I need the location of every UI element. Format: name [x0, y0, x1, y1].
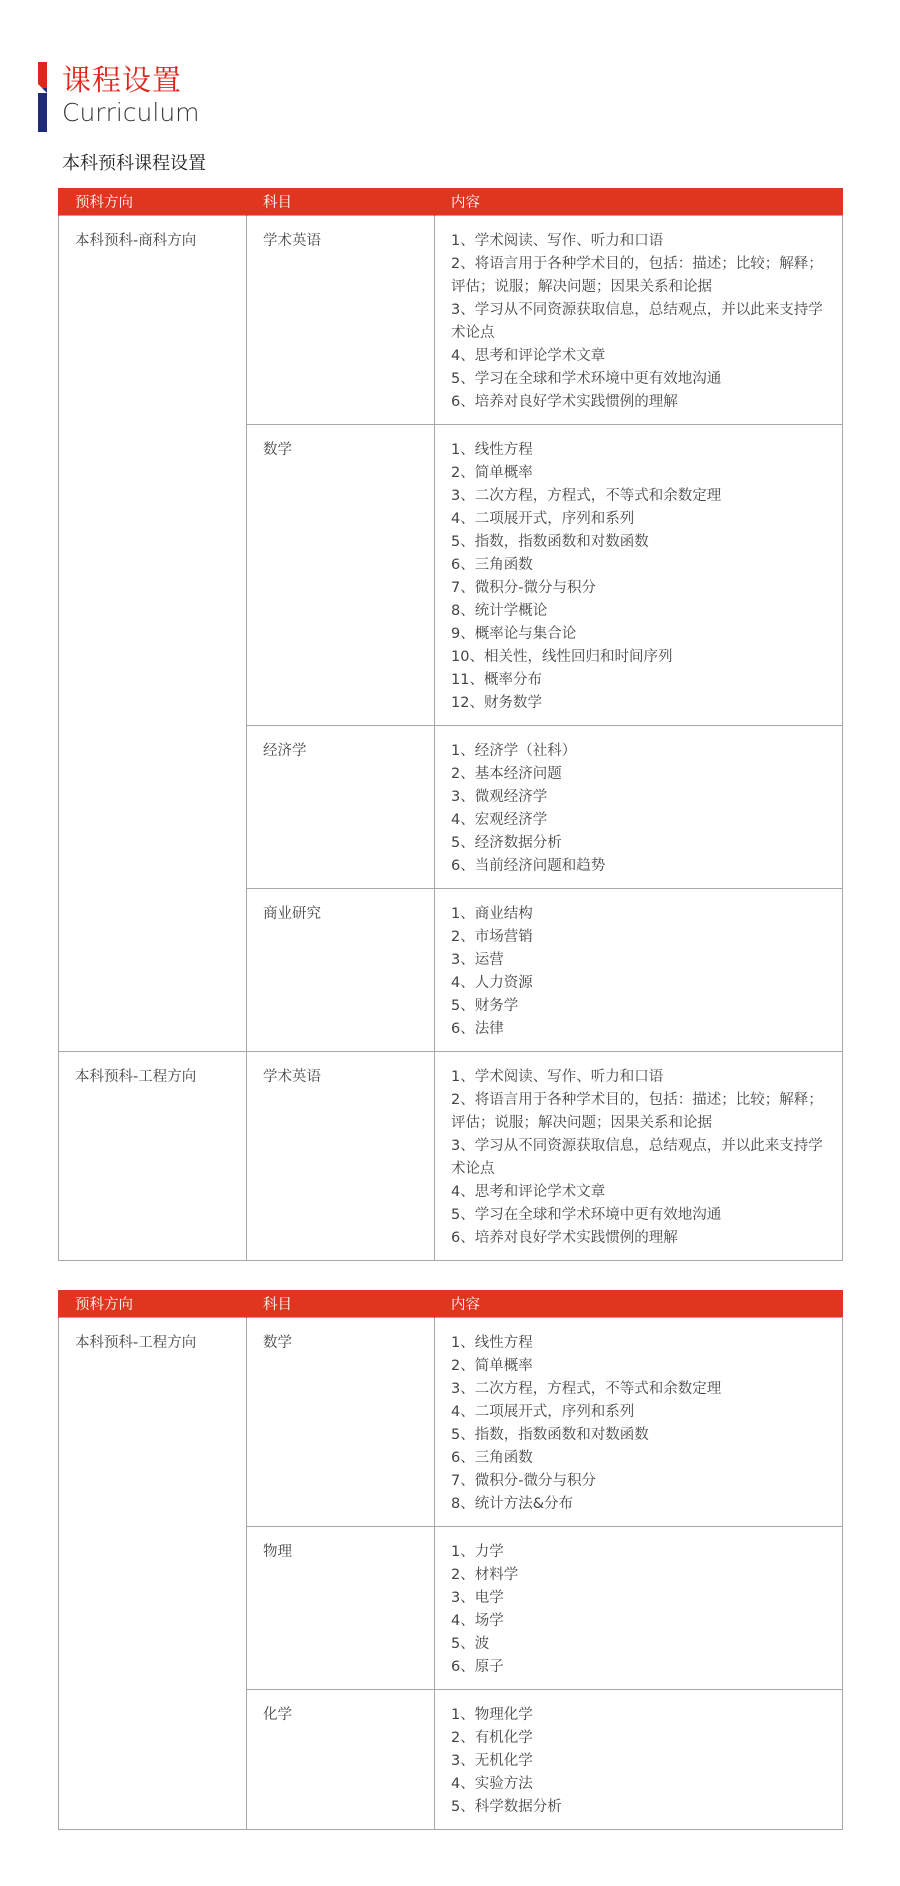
content-item: 4、思考和评论学术文章 — [451, 1184, 606, 1200]
content-item: 3、二次方程，方程式，不等式和余数定理 — [451, 1381, 722, 1397]
content-item: 6、培养对良好学术实践惯例的理解 — [451, 1230, 678, 1246]
header-subject: 科目 — [247, 188, 435, 216]
curriculum-table-2 — [58, 1290, 843, 1830]
content-item: 4、二项展开式，序列和系列 — [451, 511, 635, 527]
subject-cell: 数学 — [247, 1318, 435, 1527]
content-cell — [435, 1318, 843, 1527]
subject-cell: 学术英语 — [247, 216, 435, 425]
content-item: 3、电学 — [451, 1590, 504, 1606]
table-row — [59, 216, 843, 425]
header-subject: 科目 — [247, 1290, 435, 1318]
content-item: 5、科学数据分析 — [451, 1799, 562, 1815]
content-item: 3、学习从不同资源获取信息，总结观点，并以此来支持学术论点 — [451, 302, 823, 341]
content-item: 4、二项展开式，序列和系列 — [451, 1404, 635, 1420]
header-content: 内容 — [435, 188, 843, 216]
content-item: 3、学习从不同资源获取信息，总结观点，并以此来支持学术论点 — [451, 1138, 823, 1177]
subject-cell: 化学 — [247, 1690, 435, 1830]
header-content: 内容 — [435, 1290, 843, 1318]
content-item: 6、三角函数 — [451, 557, 533, 573]
content-item: 5、学习在全球和学术环境中更有效地沟通 — [451, 1207, 722, 1223]
table-header-row — [59, 188, 843, 216]
content-item: 1、经济学（社科） — [451, 743, 577, 759]
content-item: 3、二次方程，方程式，不等式和余数定理 — [451, 488, 722, 504]
track-cell: 本科预科-商科方向 — [59, 216, 247, 1052]
content-item: 9、概率论与集合论 — [451, 626, 577, 642]
content-item: 1、线性方程 — [451, 442, 533, 458]
content-item: 6、三角函数 — [451, 1450, 533, 1466]
subject-cell: 数学 — [247, 425, 435, 726]
content-cell — [435, 889, 843, 1052]
content-item: 8、统计方法&分布 — [451, 1496, 574, 1512]
table-row — [59, 1318, 843, 1527]
content-item: 2、简单概率 — [451, 465, 533, 481]
content-item: 1、物理化学 — [451, 1707, 533, 1723]
page-title-en: Curriculum — [62, 98, 200, 127]
header-track: 预科方向 — [59, 1290, 247, 1318]
curriculum-table-1 — [58, 188, 843, 1261]
subject-cell: 经济学 — [247, 726, 435, 889]
content-item: 6、原子 — [451, 1659, 504, 1675]
content-item: 4、实验方法 — [451, 1776, 533, 1792]
content-item: 1、学术阅读、写作、听力和口语 — [451, 233, 664, 249]
track-cell: 本科预科-工程方向 — [59, 1052, 247, 1261]
header-track: 预科方向 — [59, 188, 247, 216]
content-item: 2、基本经济问题 — [451, 766, 562, 782]
subject-cell: 物理 — [247, 1527, 435, 1690]
content-item: 2、将语言用于各种学术目的，包括：描述；比较；解释；评估；说服；解决问题；因果关系和论据 — [451, 1092, 823, 1131]
content-item: 6、法律 — [451, 1021, 504, 1037]
content-cell — [435, 1527, 843, 1690]
content-cell — [435, 1690, 843, 1830]
table-row — [59, 1052, 843, 1261]
content-item: 2、将语言用于各种学术目的，包括：描述；比较；解释；评估；说服；解决问题；因果关系和论据 — [451, 256, 823, 295]
content-item: 7、微积分-微分与积分 — [451, 1473, 596, 1489]
content-item: 10、相关性，线性回归和时间序列 — [451, 649, 673, 665]
content-cell — [435, 425, 843, 726]
content-item: 4、场学 — [451, 1613, 504, 1629]
content-item: 1、力学 — [451, 1544, 504, 1560]
content-item: 7、微积分-微分与积分 — [451, 580, 596, 596]
content-cell — [435, 726, 843, 889]
content-item: 2、简单概率 — [451, 1358, 533, 1374]
content-item: 6、当前经济问题和趋势 — [451, 858, 606, 874]
content-item: 5、经济数据分析 — [451, 835, 562, 851]
content-item: 5、指数，指数函数和对数函数 — [451, 1427, 649, 1443]
content-item: 2、市场营销 — [451, 929, 533, 945]
page-title-cn: 课程设置 — [62, 63, 183, 97]
content-item: 3、微观经济学 — [451, 789, 548, 805]
accent-bar-navy — [38, 88, 47, 132]
content-item: 1、商业结构 — [451, 906, 533, 922]
subject-cell: 商业研究 — [247, 889, 435, 1052]
content-item: 5、波 — [451, 1636, 490, 1652]
content-item: 5、指数，指数函数和对数函数 — [451, 534, 649, 550]
content-item: 3、运营 — [451, 952, 504, 968]
content-item: 1、学术阅读、写作、听力和口语 — [451, 1069, 664, 1085]
content-item: 4、宏观经济学 — [451, 812, 548, 828]
content-item: 5、财务学 — [451, 998, 519, 1014]
accent-bar-notch — [38, 84, 47, 93]
content-item: 11、概率分布 — [451, 672, 542, 688]
content-item: 12、财务数学 — [451, 695, 542, 711]
content-item: 2、材料学 — [451, 1567, 519, 1583]
content-item: 3、无机化学 — [451, 1753, 533, 1769]
subject-cell: 学术英语 — [247, 1052, 435, 1261]
content-item: 4、思考和评论学术文章 — [451, 348, 606, 364]
content-item: 4、人力资源 — [451, 975, 533, 991]
track-cell: 本科预科-工程方向 — [59, 1318, 247, 1830]
content-item: 5、学习在全球和学术环境中更有效地沟通 — [451, 371, 722, 387]
content-item: 8、统计学概论 — [451, 603, 548, 619]
content-cell — [435, 216, 843, 425]
content-item: 1、线性方程 — [451, 1335, 533, 1351]
content-item: 6、培养对良好学术实践惯例的理解 — [451, 394, 678, 410]
title-accent-bar — [38, 62, 47, 132]
table-header-row — [59, 1290, 843, 1318]
content-cell — [435, 1052, 843, 1261]
content-item: 2、有机化学 — [451, 1730, 533, 1746]
section-title: 本科预科课程设置 — [62, 153, 206, 174]
